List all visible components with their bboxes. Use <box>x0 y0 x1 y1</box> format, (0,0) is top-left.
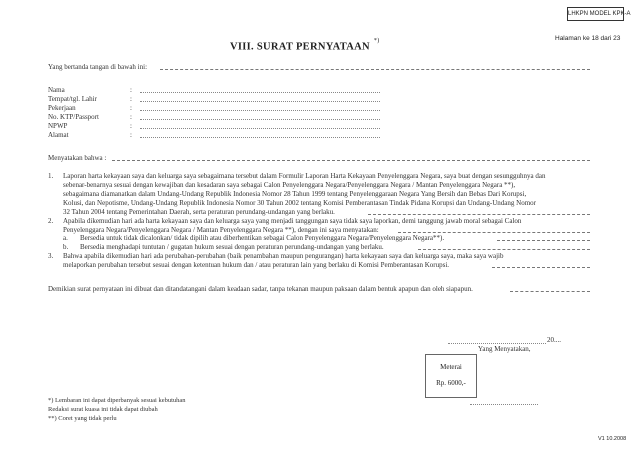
statement-leader <box>112 160 590 161</box>
item-2-line: Penyelenggara Negara/Penyelenggara Negara / Mantan Penyelenggara Negara **), dengan ini saya menyatakan: <box>63 226 379 234</box>
field-line-npwp[interactable] <box>140 128 380 129</box>
item-1-line: sebenar-benarnya sesuai dengan kewajiban dan kesadaran saya sebagai Calon Penyelenggara Negara/Penyelenggara Negara / Mantan Penyelenggara Negara **), <box>63 181 516 189</box>
item-b-line: Bersedia menghadapi tuntutan / gugatan hukum sesuai dengan peraturan perundang-undangan yang berlaku. <box>80 243 384 251</box>
document-code-box: LHKPN MODEL KPK-A <box>567 7 624 21</box>
stamp-label: Meterai <box>440 363 462 371</box>
field-line-pekerjaan[interactable] <box>140 110 380 111</box>
field-colon: : <box>130 86 132 94</box>
revenue-stamp-box <box>425 354 477 398</box>
item-a-leader <box>497 240 590 241</box>
footnote: Redaksi surat kuasa ini tidak dapat diubah <box>48 406 158 413</box>
intro-text: Yang bertanda tangan di bawah ini: <box>48 63 148 71</box>
field-colon: : <box>130 104 132 112</box>
item-b-leader <box>418 249 590 250</box>
version-label: V1 10.2008 <box>598 436 627 442</box>
statement-intro: Menyatakan bahwa : <box>48 154 107 162</box>
field-colon: : <box>130 113 132 121</box>
item-1-leader <box>368 214 590 215</box>
item-1-line: sebagaimana diamanatkan dalam Undang-Undang Republik Indonesia Nomor 28 Tahun 1999 tentang Penyelenggaraan Negara Yang Bersih dan Bebas Dari Korupsi, <box>63 190 527 198</box>
field-colon: : <box>130 122 132 130</box>
item-2-leader <box>398 232 590 233</box>
field-line-alamat[interactable] <box>140 137 380 138</box>
signature-date-suffix: 20.... <box>547 336 561 344</box>
field-label-nama: Nama <box>48 86 65 94</box>
page-title <box>230 38 380 53</box>
item-number: 3. <box>48 252 54 260</box>
item-a-line: Bersedia untuk tidak dicalonkan/ tidak dipilih atau diberhentikan sebagai Calon Penyelenggara Negara/Penyelenggara Negara**). <box>80 234 445 242</box>
field-label-pekerjaan: Pekerjaan <box>48 104 76 112</box>
intro-leader <box>160 69 590 70</box>
footnote: **) Coret yang tidak perlu <box>48 415 117 422</box>
stamp-amount: Rp. 6000,- <box>436 379 466 387</box>
field-label-npwp: NPWP <box>48 122 68 130</box>
item-1-line: Kolusi, dan Nepotisme, Undang-Undang Republik Indonesia Nomor 30 Tahun 2002 tentang Komisi Pemberantasan Tindak Pidana Korupsi dan Undang-Undang Nomor <box>63 199 536 207</box>
signature-date-line[interactable] <box>448 343 546 344</box>
item-number: 1. <box>48 172 54 180</box>
signature-name-line[interactable] <box>470 404 538 405</box>
item-3-line: Bahwa apabila dikemudian hari ada perubahan-perubahan (baik penambahan maupun pengurangan) harta kekayaan saya dan keluarga saya, maka saya wajib <box>63 252 504 260</box>
item-number: b. <box>63 243 69 251</box>
title-note: *) <box>373 38 380 44</box>
field-line-tempat-lahir[interactable] <box>140 101 380 102</box>
item-1-line: Laporan harta kekayaan saya dan keluarga saya sebagaimana tersebut dalam Formulir Laporan Harta Kekayaan Penyelenggara Negara, saya buat dengan sesungguhnya dan <box>63 172 546 180</box>
field-label-alamat: Alamat <box>48 131 69 139</box>
closing-text: Demikian surat pernyataan ini dibuat dan ditandatangani dalam keadaan sadar, tanpa tekanan maupun paksaan dalam bentuk apapun dan oleh siapapun. <box>48 285 473 293</box>
signer-label: Yang Menyatakan, <box>478 345 531 353</box>
footnote: *) Lembaran ini dapat diperbanyak sesuai kebutuhan <box>48 397 186 404</box>
field-label-ktp: No. KTP/Passport <box>48 113 99 121</box>
closing-leader <box>510 291 590 292</box>
item-number: 2. <box>48 217 54 225</box>
field-label-tempat-lahir: Tempat/tgl. Lahir <box>48 95 97 103</box>
field-colon: : <box>130 131 132 139</box>
field-line-nama[interactable] <box>140 92 380 93</box>
page-number: Halaman ke 18 dari 23 <box>555 35 621 42</box>
item-number: a. <box>63 234 68 242</box>
item-3-leader <box>492 267 590 268</box>
field-colon: : <box>130 95 132 103</box>
item-1-line: 32 Tahun 2004 tentang Pemerintahan Daerah, serta peraturan perundang-undangan yang berlaku. <box>63 208 335 216</box>
item-2-line: Apabila dikemudian hari ada harta kekayaan saya dan keluarga saya yang menjadi tanggungan saya tidak saya laporkan, demi tanggung jawab moral sebagai Calon <box>63 217 522 225</box>
field-line-ktp[interactable] <box>140 119 380 120</box>
title-text: VIII. SURAT PERNYATAAN <box>230 41 370 53</box>
item-3-line: melaporkan perubahan tersebut sesuai dengan ketentuan hukum dan / atau peraturan lain yang berlaku di Komisi Pemberantasan Korupsi. <box>63 261 450 269</box>
